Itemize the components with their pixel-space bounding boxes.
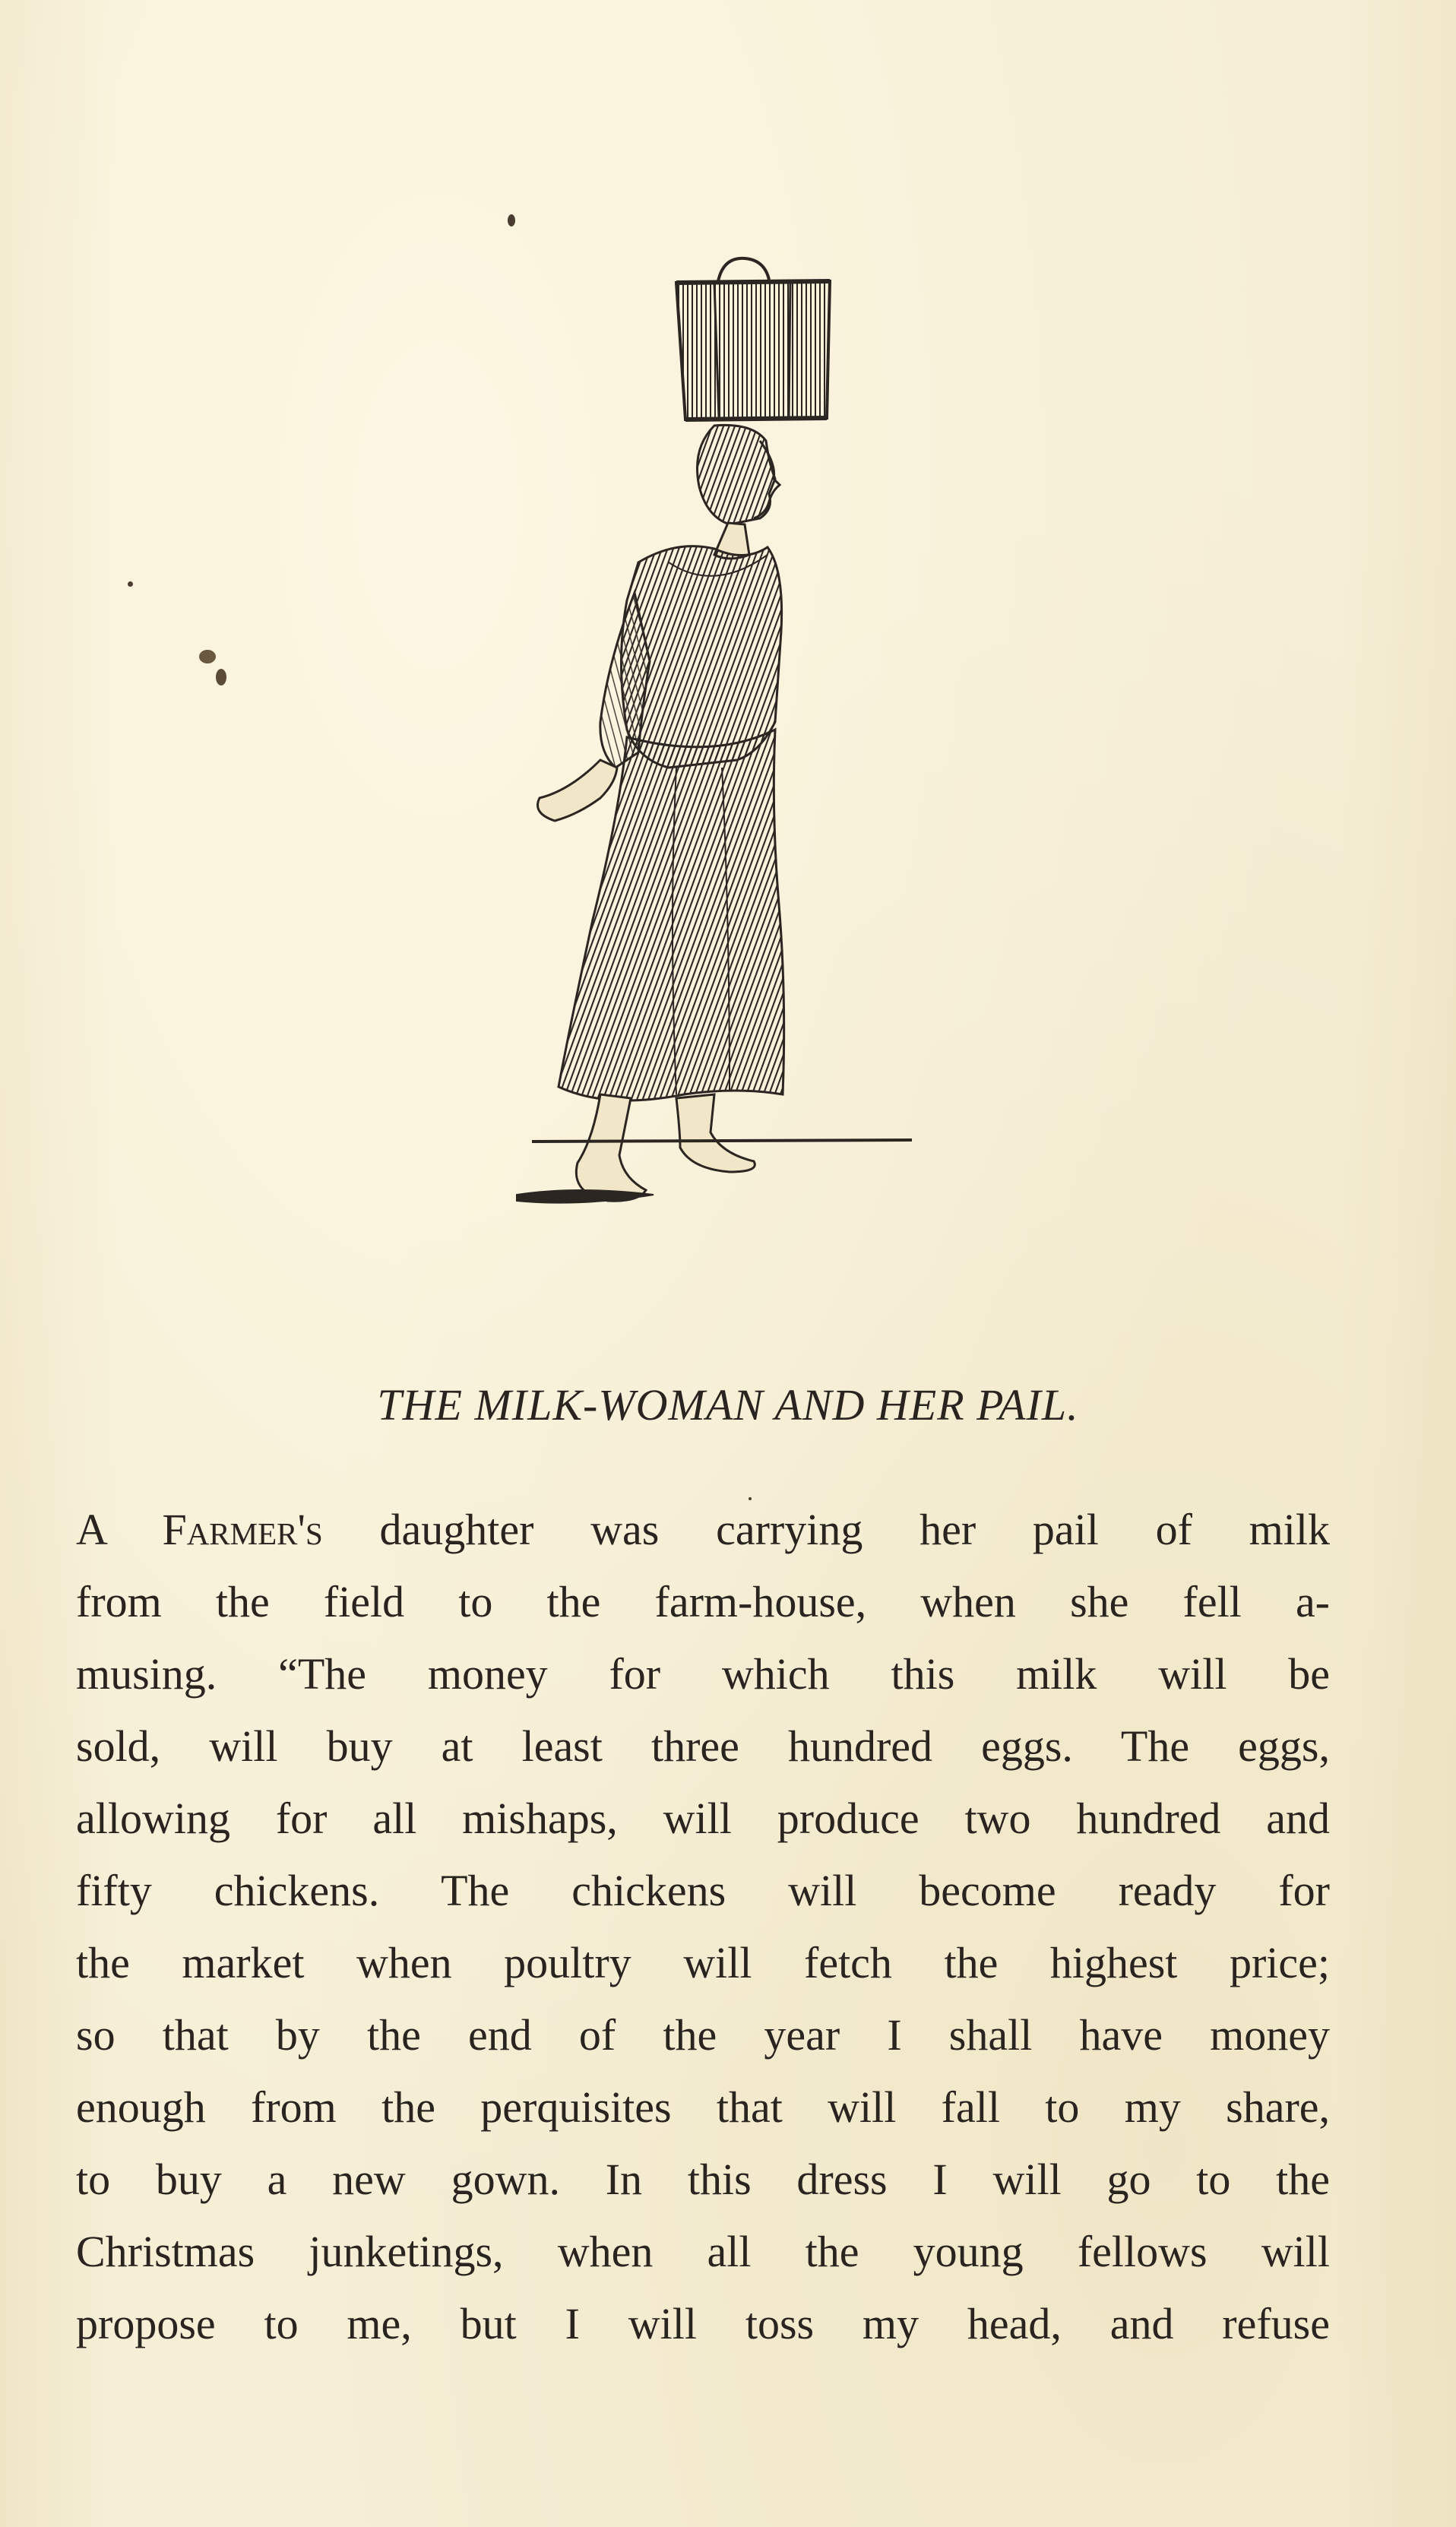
paper-speck [128,581,133,587]
text-line-10: to buy a new gown. In this dress I will go to the [76,2155,1330,2204]
text-line-9: enough from the perquisites that will fall to my share, [76,2082,1330,2132]
text-line-2: from the field to the farm-house, when she fell a- [76,1577,1330,1626]
pail [676,258,830,420]
text-line-3: musing. “The money for which this milk will be [76,1649,1330,1699]
text-line-4: sold, will buy at least three hundred eggs. The eggs, [76,1721,1330,1771]
illustration-caption: THE MILK-WOMAN AND HER PAIL. [377,1380,1079,1430]
opening-smallcaps: Farmer's [162,1505,323,1554]
paper-speck [508,214,515,226]
text-line-7: the market when poultry will fetch the highest price; [76,1938,1330,1987]
paper-speck [216,669,226,686]
text-line-11: Christmas junketings, when all the young fellows will [76,2227,1330,2276]
paper-speck [199,650,216,663]
text-line-6: fifty chickens. The chickens will become ready for [76,1866,1330,1915]
text-line-5: allowing for all mishaps, will produce two hundred and [76,1794,1330,1843]
fable-text [76,1493,1330,2360]
text-line-1 [76,1493,1330,1566]
head [698,425,780,524]
text-line-8: so that by the end of the year I shall have money [76,2010,1330,2060]
feet [576,1094,755,1201]
text-line-1-rest: daughter was carrying her pail of milk [322,1505,1331,1554]
text-line-12: propose to me, but I will toss my head, and refuse [76,2299,1330,2348]
opening-letter: A [76,1505,163,1554]
milk-woman-engraving-icon [486,236,942,1277]
